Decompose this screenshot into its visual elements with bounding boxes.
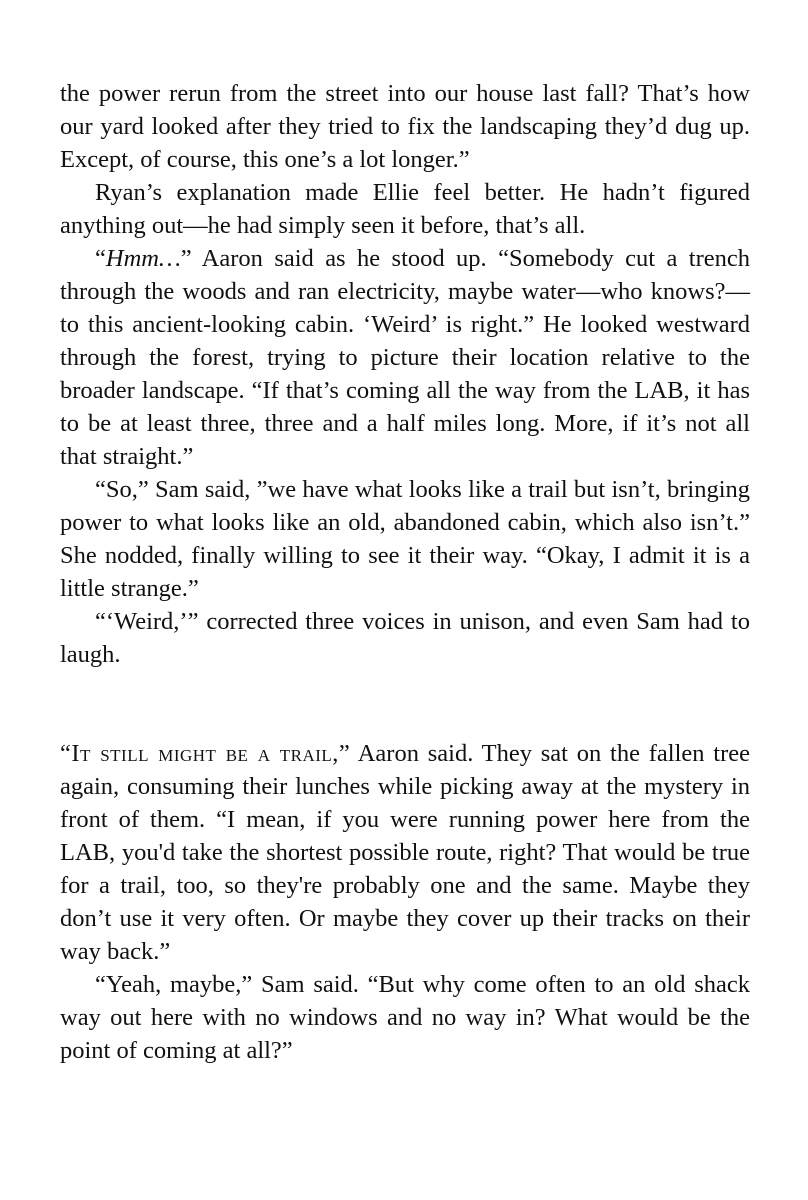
paragraph-sam-so: “So,” Sam said, ”we have what looks like a trail but isn’t, bringing power to what looks like an old, abandoned cabin, which also isn’t.” She nodded, finally willing to see it their way. “Okay, I admit it is a little strange.” [60,476,750,602]
paragraph-aaron-text: ” Aaron said as he stood up. “Somebody cut a trench through the woods and ran electricity, maybe water—who knows?—to this ancient-looking cabin. ‘Weird’ is right.” He looked westward through the forest, trying to picture their location relative to the broader landscape. “If that’s coming all the way from the LAB, it has to be at least three, three and a half miles long. More, if it’s not all that straight.” [60,245,750,470]
italic-hmm: Hmm… [105,245,181,272]
paragraph-still-trail [60,737,750,968]
section-break [60,671,750,737]
paragraph-continued: the power rerun from the street into our house last fall? That’s how our yard looked after they tried to fix the landscaping they’d dug up. Except, of course, this one’s a lot longer.” [60,80,750,173]
book-page [60,77,750,1067]
paragraph-aaron-hmm [60,242,750,473]
paragraph-yeah-maybe: “Yeah, maybe,” Sam said. “But why come often to an old shack way out here with no windows and no way in? What would be the point of coming at all?” [60,971,750,1064]
paragraph-still-trail-text: Aaron said. They sat on the fallen tree again, consuming their lunches while picking away at the mystery in front of them. “I mean, if you were running power here from the LAB, you'd take the shortest possible route, right? That would be true for a trail, too, so they're probably one and the same. Maybe they don’t use it very often. Or maybe they cover up their tracks on their way back.” [60,740,750,965]
paragraph-weird-unison: “‘Weird,’” corrected three voices in unison, and even Sam had to laugh. [60,608,750,668]
smallcaps-opening: “It still might be a trail,” [60,740,351,767]
quote-open: “ [95,245,106,272]
paragraph-ryan-explanation: Ryan’s explanation made Ellie feel better. He hadn’t figured anything out—he had simply seen it before, that’s all. [60,179,750,239]
